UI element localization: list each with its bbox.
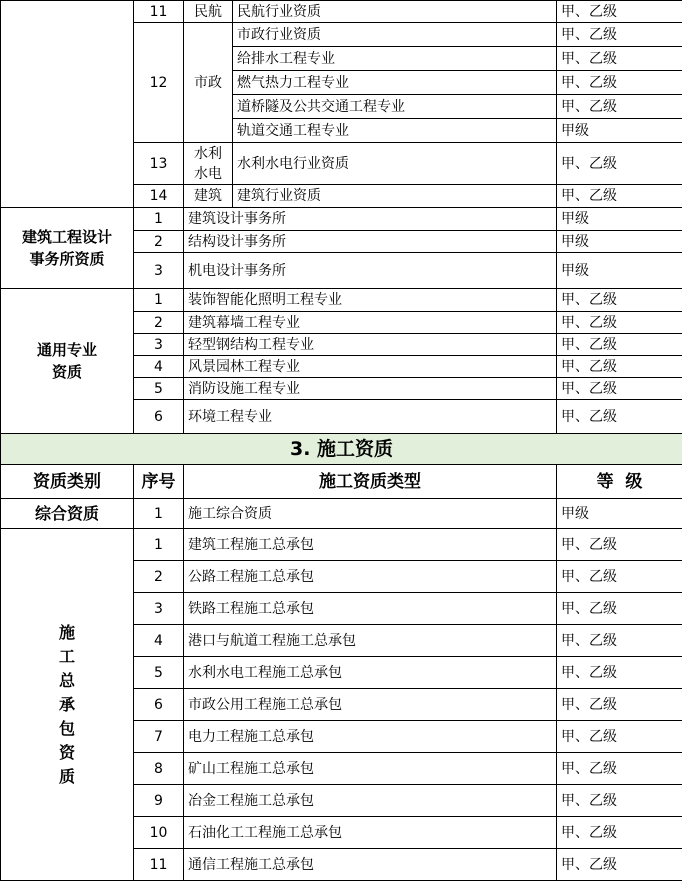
qualification-grade: 甲、乙级 (557, 529, 682, 561)
table-row (1, 289, 682, 312)
row-number: 2 (134, 312, 184, 334)
qualification-grade: 甲、乙级 (557, 721, 682, 753)
qualification-grade: 甲、乙级 (557, 817, 682, 849)
category-char: 承 (58, 694, 75, 714)
qualification-name: 建筑工程施工总承包 (184, 529, 557, 561)
qualification-grade: 甲、乙级 (557, 625, 682, 657)
qualification-grade: 甲、乙级 (557, 1, 682, 23)
row-number: 1 (134, 208, 184, 231)
category-cell-blank (1, 1, 134, 208)
row-number: 3 (134, 253, 184, 289)
row-number: 7 (134, 721, 184, 753)
qualification-name: 通信工程施工总承包 (184, 849, 557, 881)
category-line: 建筑工程设计 (21, 228, 112, 246)
qualification-grade: 甲、乙级 (557, 561, 682, 593)
row-number: 8 (134, 753, 184, 785)
category-line: 事务所资质 (29, 250, 105, 268)
qualification-name: 结构设计事务所 (184, 231, 557, 253)
qualification-name: 机电设计事务所 (184, 253, 557, 289)
row-number: 12 (134, 23, 184, 143)
qualification-grade: 甲、乙级 (557, 334, 682, 356)
category-char: 总 (58, 670, 75, 690)
qualification-name: 冶金工程施工总承包 (184, 785, 557, 817)
qualification-name: 施工综合资质 (184, 499, 557, 529)
qualification-name: 建筑幕墙工程专业 (184, 312, 557, 334)
row-number: 3 (134, 593, 184, 625)
qualification-grade: 甲、乙级 (557, 400, 682, 434)
row-number: 1 (134, 529, 184, 561)
qualification-grade: 甲级 (557, 119, 682, 143)
qualification-grade: 甲、乙级 (557, 356, 682, 378)
row-number: 1 (134, 289, 184, 312)
table-row (1, 208, 682, 231)
qualification-name: 给排水工程专业 (233, 47, 557, 71)
qualification-name: 水利水电工程施工总承包 (184, 657, 557, 689)
industry-line: 水利 (194, 145, 222, 162)
qualification-grade: 甲、乙级 (557, 378, 682, 400)
qualification-grade: 甲级 (557, 499, 682, 529)
row-number: 6 (134, 400, 184, 434)
industry-cell: 建筑 (184, 185, 233, 208)
category-cell (1, 289, 134, 434)
row-number: 14 (134, 185, 184, 208)
qualification-name: 公路工程施工总承包 (184, 561, 557, 593)
table-row (1, 529, 682, 561)
qualification-grade: 甲级 (557, 231, 682, 253)
qualification-grade: 甲、乙级 (557, 143, 682, 185)
qualification-grade: 甲、乙级 (557, 289, 682, 312)
qualification-name: 消防设施工程专业 (184, 378, 557, 400)
qualification-grade: 甲、乙级 (557, 47, 682, 71)
qualification-name: 轻型钢结构工程专业 (184, 334, 557, 356)
qualification-name: 矿山工程施工总承包 (184, 753, 557, 785)
industry-cell: 市政 (184, 23, 233, 143)
category-line: 资质 (51, 363, 82, 381)
header-type: 施工资质类型 (184, 465, 557, 499)
row-number: 4 (134, 625, 184, 657)
qualification-name: 装饰智能化照明工程专业 (184, 289, 557, 312)
category-char: 工 (58, 646, 75, 666)
qualification-grade: 甲、乙级 (557, 593, 682, 625)
industry-line: 水电 (194, 165, 222, 182)
qualification-name: 石油化工工程施工总承包 (184, 817, 557, 849)
industry-cell (184, 143, 233, 185)
qualification-name: 市政公用工程施工总承包 (184, 689, 557, 721)
qualification-name: 风景园林工程专业 (184, 356, 557, 378)
qualification-name: 电力工程施工总承包 (184, 721, 557, 753)
row-number: 2 (134, 561, 184, 593)
row-number: 2 (134, 231, 184, 253)
qualification-grade: 甲、乙级 (557, 785, 682, 817)
row-number: 3 (134, 334, 184, 356)
qualification-grade: 甲、乙级 (557, 689, 682, 721)
qualification-name: 道桥隧及公共交通工程专业 (233, 95, 557, 119)
row-number: 5 (134, 378, 184, 400)
row-number: 11 (134, 1, 184, 23)
section-header-row (1, 434, 682, 465)
row-number: 10 (134, 817, 184, 849)
row-number: 5 (134, 657, 184, 689)
qualification-name: 水利水电行业资质 (233, 143, 557, 185)
qualification-grade: 甲、乙级 (557, 71, 682, 95)
qualification-name: 市政行业资质 (233, 23, 557, 47)
qualification-name: 轨道交通工程专业 (233, 119, 557, 143)
category-char: 施 (58, 622, 75, 642)
qualification-name: 建筑行业资质 (233, 185, 557, 208)
qualification-grade: 甲级 (557, 208, 682, 231)
row-number: 11 (134, 849, 184, 881)
category-cell-vertical (1, 529, 134, 881)
qualification-grade: 甲、乙级 (557, 312, 682, 334)
qualification-grade: 甲、乙级 (557, 95, 682, 119)
qualification-grade: 甲、乙级 (557, 849, 682, 881)
row-number: 1 (134, 499, 184, 529)
header-number: 序号 (134, 465, 184, 499)
qualification-name: 港口与航道工程施工总承包 (184, 625, 557, 657)
header-grade: 等 级 (557, 465, 682, 499)
category-char: 资 (58, 742, 75, 762)
category-line: 通用专业 (36, 341, 97, 359)
table-row (1, 1, 682, 23)
qualification-name: 民航行业资质 (233, 1, 557, 23)
category-char: 包 (58, 718, 75, 738)
row-number: 6 (134, 689, 184, 721)
qualification-grade: 甲级 (557, 253, 682, 289)
qualification-grade: 甲、乙级 (557, 23, 682, 47)
category-char: 质 (58, 766, 75, 786)
qualification-name: 燃气热力工程专业 (233, 71, 557, 95)
column-header-row (1, 465, 682, 499)
industry-cell: 民航 (184, 1, 233, 23)
qualification-grade: 甲、乙级 (557, 185, 682, 208)
row-number: 4 (134, 356, 184, 378)
qualification-grade: 甲、乙级 (557, 753, 682, 785)
row-number: 9 (134, 785, 184, 817)
qualification-grade: 甲、乙级 (557, 657, 682, 689)
qualification-name: 环境工程专业 (184, 400, 557, 434)
row-number: 13 (134, 143, 184, 185)
header-category: 资质类别 (1, 465, 134, 499)
qualification-name: 铁路工程施工总承包 (184, 593, 557, 625)
category-cell (1, 208, 134, 289)
qualification-name: 建筑设计事务所 (184, 208, 557, 231)
table-row (1, 499, 682, 529)
category-cell: 综合资质 (1, 499, 134, 529)
section-title: 3. 施工资质 (1, 434, 682, 465)
